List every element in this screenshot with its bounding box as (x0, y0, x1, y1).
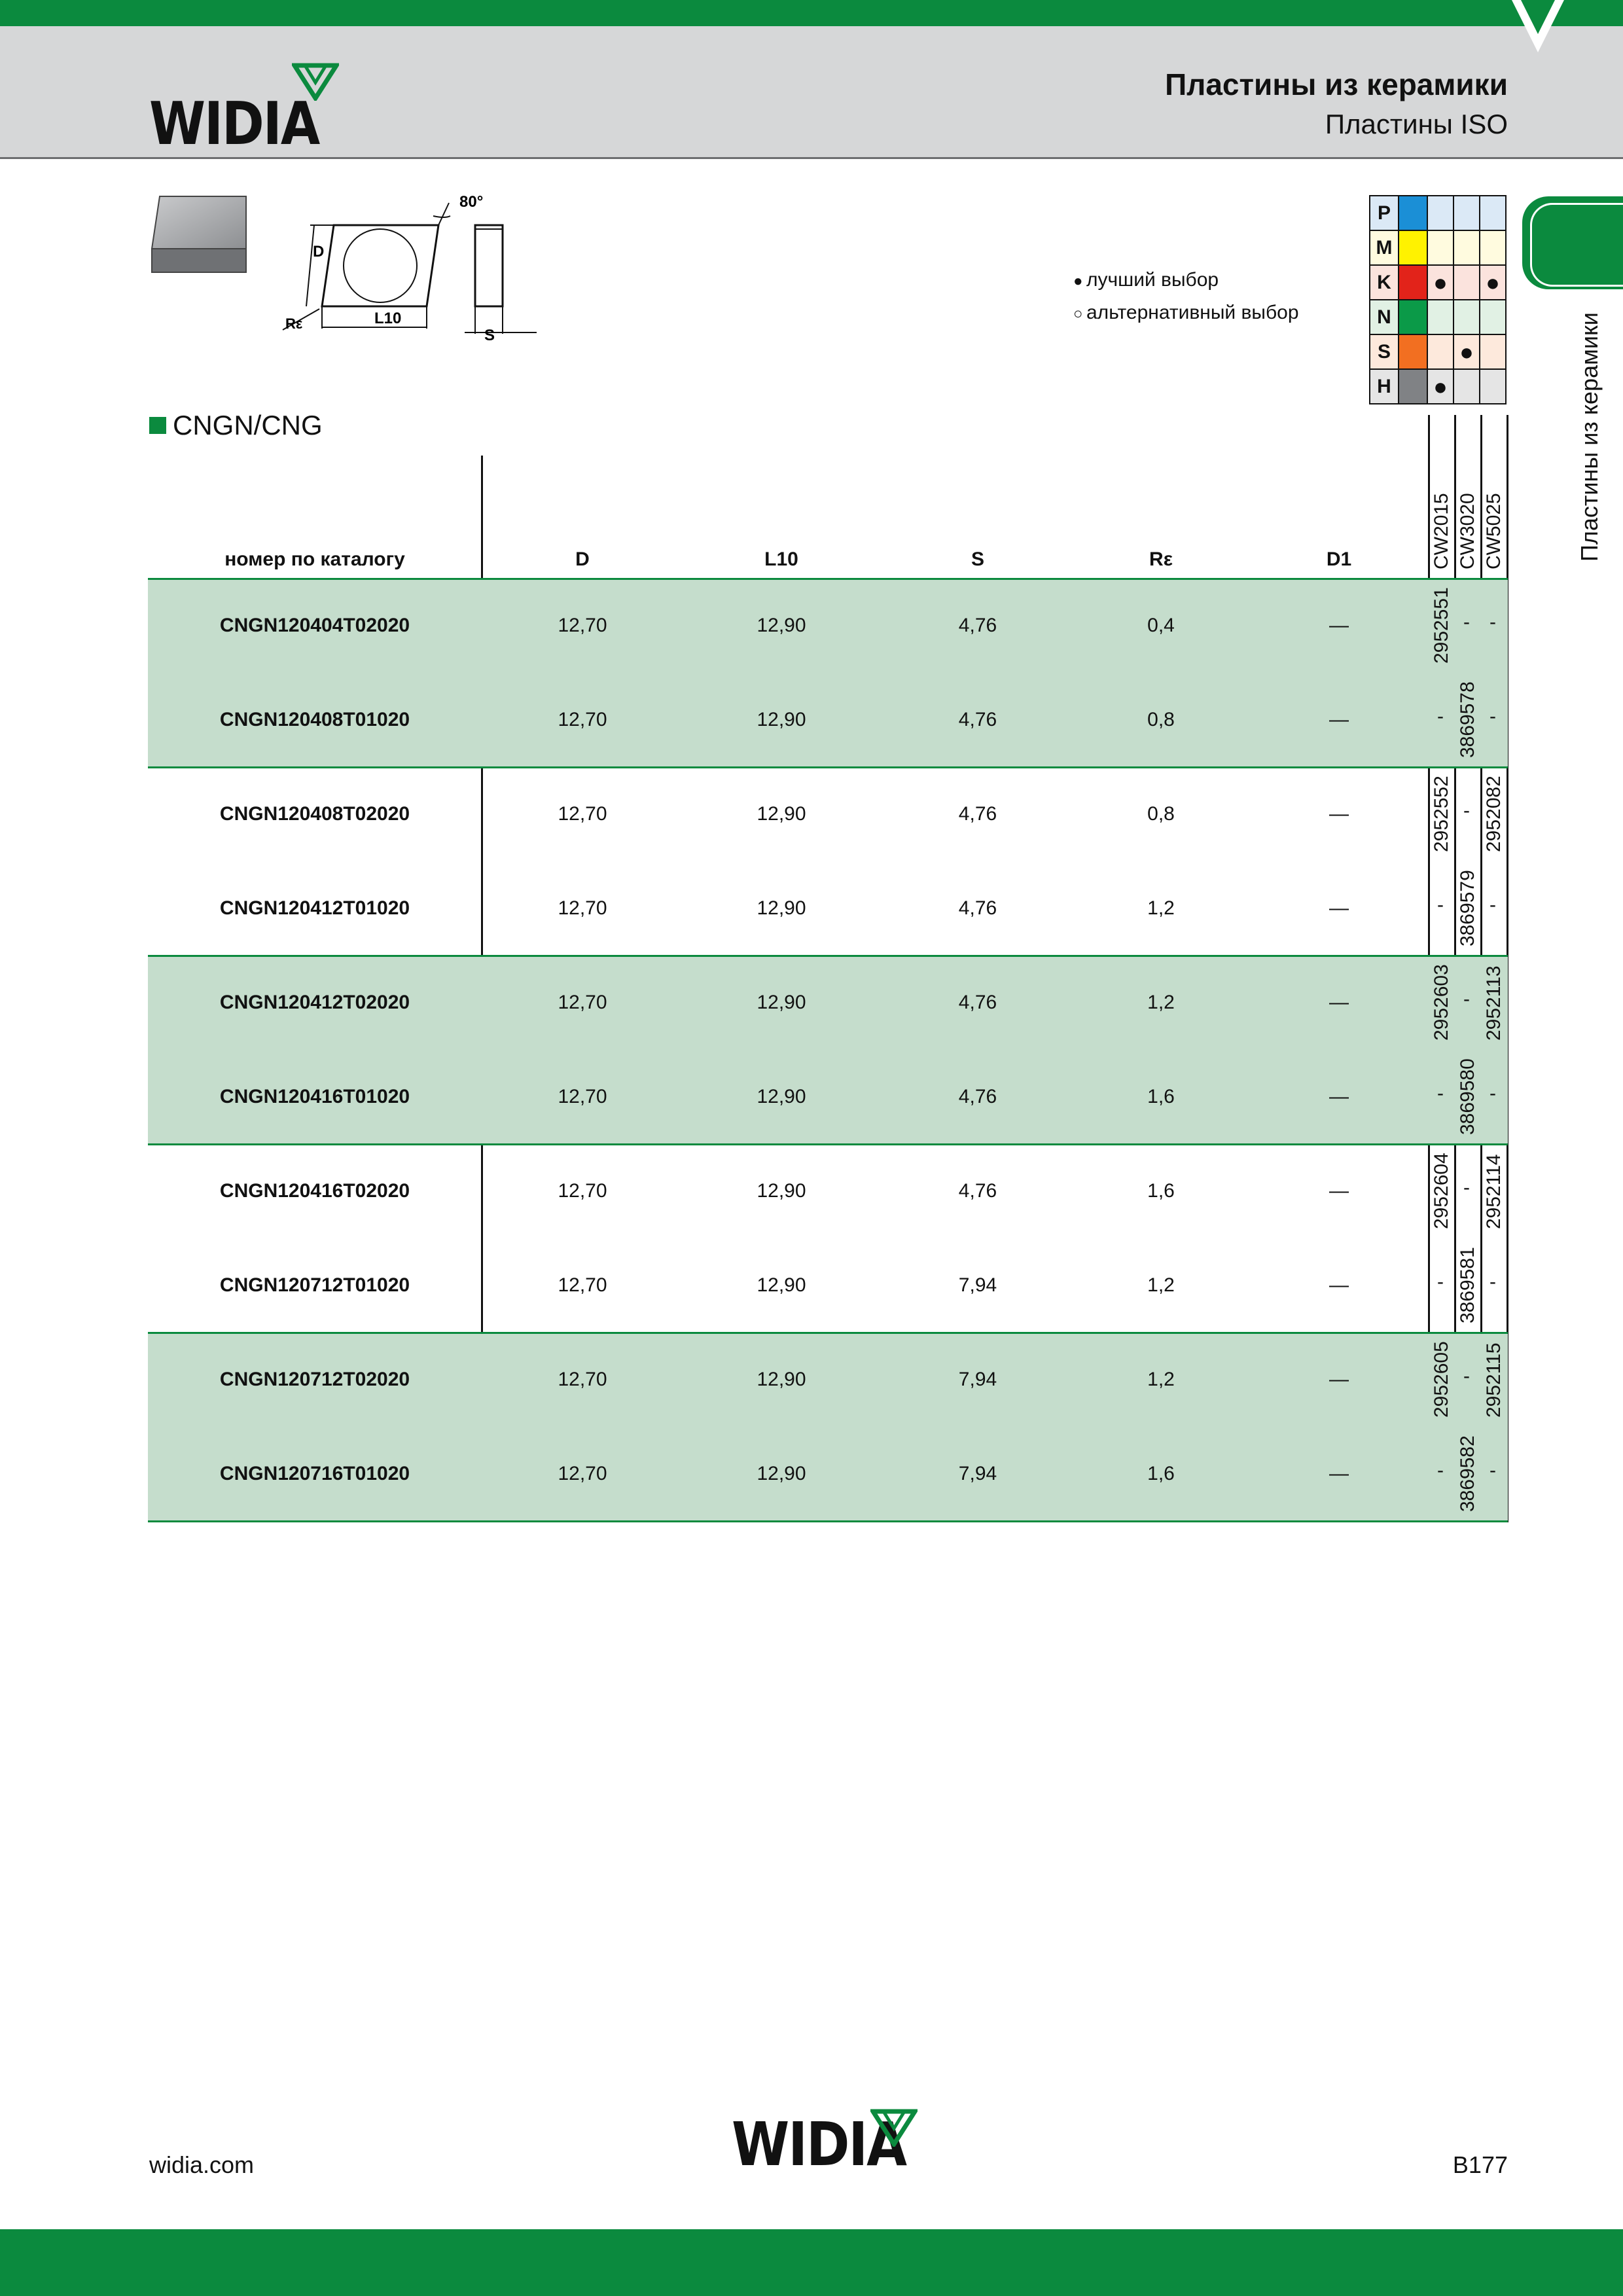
table-row (148, 767, 1508, 861)
cell-s: 4,76 (958, 897, 997, 919)
material-row-k (1370, 265, 1506, 300)
header-d1: D1 (1326, 548, 1352, 570)
grade-code-cell: - (1463, 611, 1470, 633)
header-re: Rε (1149, 548, 1173, 570)
material-grade-mark (1454, 300, 1480, 334)
cell-s: 7,94 (958, 1463, 997, 1484)
cell-d: 12,70 (558, 615, 607, 636)
row-group-divider (148, 1520, 1508, 1522)
material-grade-mark (1454, 196, 1480, 230)
cell-l10: 12,90 (757, 897, 806, 919)
cell-d1: — (1329, 1180, 1349, 1202)
side-tab (1522, 196, 1623, 289)
grade-code-cell: - (1489, 706, 1496, 727)
grade-code-cell: 2952082 (1483, 776, 1505, 852)
table-row (148, 1427, 1508, 1521)
row-group-divider (148, 1143, 1508, 1145)
grade-header-1: CW2015 (1431, 493, 1452, 569)
table-row (148, 861, 1508, 956)
header-s: S (971, 548, 984, 570)
cell-d1: — (1329, 709, 1349, 730)
grade-code-cell: - (1489, 611, 1496, 633)
cell-d: 12,70 (558, 1274, 607, 1296)
cell-d: 12,70 (558, 1463, 607, 1484)
grade-code-cell: 2952115 (1483, 1342, 1505, 1418)
cell-re: 1,2 (1147, 1369, 1175, 1390)
side-tab-label: Пластины из керамики (1576, 312, 1603, 562)
cell-l10: 12,90 (757, 803, 806, 825)
cell-catalog: CNGN120408T01020 (219, 709, 410, 730)
cell-s: 4,76 (958, 992, 997, 1013)
grade-code-cell: - (1437, 706, 1444, 727)
material-row-m (1370, 230, 1506, 265)
grade-code-cell: 2952552 (1431, 776, 1452, 852)
insert-dimension-diagram (281, 190, 543, 347)
cell-d1: — (1329, 1369, 1349, 1390)
cell-catalog: CNGN120712T02020 (219, 1369, 410, 1390)
section-square-icon (149, 417, 166, 434)
cell-d: 12,70 (558, 1369, 607, 1390)
cell-re: 1,6 (1147, 1086, 1175, 1107)
table-row (148, 1333, 1508, 1427)
grade-code-cell: - (1437, 894, 1444, 916)
material-grade-mark (1480, 369, 1506, 404)
grade-code-cell: - (1489, 1271, 1496, 1293)
insert-3d-image (149, 194, 247, 279)
cell-d1: — (1329, 897, 1349, 919)
footer-widia-logo: WIDIA (732, 2109, 906, 2179)
cell-l10: 12,90 (757, 1463, 806, 1484)
cell-re: 0,8 (1147, 803, 1175, 825)
cell-l10: 12,90 (757, 1180, 806, 1202)
cell-catalog: CNGN120712T01020 (219, 1274, 410, 1296)
row-group-divider (148, 766, 1508, 768)
cell-catalog: CNGN120412T01020 (219, 897, 410, 919)
cell-l10: 12,90 (757, 615, 806, 636)
table-row (148, 579, 1508, 673)
diagram-angle-label: 80° (459, 193, 484, 211)
header-catalog: номер по каталогу (224, 548, 405, 570)
cell-d1: — (1329, 1086, 1349, 1107)
material-letter: H (1370, 369, 1399, 404)
diagram-s-label: S (484, 327, 495, 344)
cell-s: 7,94 (958, 1274, 997, 1296)
cell-catalog: CNGN120416T02020 (219, 1180, 410, 1202)
cell-re: 0,4 (1147, 615, 1175, 636)
footer-website-link[interactable]: widia.com (149, 2151, 255, 2178)
table-row (148, 956, 1508, 1050)
cell-d: 12,70 (558, 897, 607, 919)
cell-s: 4,76 (958, 1180, 997, 1202)
cell-catalog: CNGN120404T02020 (219, 615, 410, 636)
cell-re: 1,6 (1147, 1463, 1175, 1484)
material-grade-mark (1427, 196, 1454, 230)
header-d: D (575, 548, 590, 570)
row-group-divider (148, 1332, 1508, 1334)
alt-choice-icon: ○ (1073, 305, 1083, 323)
cell-catalog: CNGN120716T01020 (219, 1463, 410, 1484)
section-title: CNGN/CNG (149, 410, 323, 441)
material-color-swatch (1399, 334, 1427, 369)
legend-best: ● лучший выбор (1073, 264, 1299, 297)
cell-s: 4,76 (958, 709, 997, 730)
material-grade-mark: ● (1480, 265, 1506, 300)
grade-code-cell: - (1489, 1460, 1496, 1481)
material-suitability-grid (1369, 195, 1507, 404)
material-color-swatch (1399, 369, 1427, 404)
cell-re: 1,2 (1147, 1274, 1175, 1296)
grade-code-cell: 2952114 (1483, 1154, 1505, 1229)
material-row-p (1370, 196, 1506, 230)
row-group-divider (148, 578, 1508, 580)
cell-s: 7,94 (958, 1369, 997, 1390)
grade-code-cell: - (1489, 1083, 1496, 1104)
grade-code-cell: 3869580 (1457, 1058, 1478, 1135)
grade-code-cell: 2952603 (1431, 964, 1452, 1041)
material-letter: M (1370, 230, 1399, 265)
cell-l10: 12,90 (757, 992, 806, 1013)
cell-s: 4,76 (958, 615, 997, 636)
header-title: Пластины из керамики (1165, 67, 1508, 101)
legend-alt: ○ альтернативный выбор (1073, 297, 1299, 330)
grade-code-cell: - (1437, 1460, 1444, 1481)
legend (1073, 264, 1299, 330)
material-grade-mark (1454, 265, 1480, 300)
grade-code-cell: 2952605 (1431, 1341, 1452, 1418)
grade-code-cell: - (1489, 894, 1496, 916)
header-l10: L10 (764, 548, 798, 570)
material-grade-mark: ● (1427, 265, 1454, 300)
cell-d1: — (1329, 1274, 1349, 1296)
material-grade-mark: ● (1454, 334, 1480, 369)
cell-re: 1,2 (1147, 897, 1175, 919)
grade-header-2: CW3020 (1457, 493, 1478, 569)
widia-triangle-icon (292, 63, 339, 101)
table-row (148, 1050, 1508, 1144)
row-group-divider (148, 955, 1508, 957)
table-row (148, 1238, 1508, 1333)
cell-d: 12,70 (558, 709, 607, 730)
cell-re: 1,2 (1147, 992, 1175, 1013)
header-notch-inner (1521, 0, 1555, 34)
cell-d: 12,70 (558, 1086, 607, 1107)
grade-code-cell: 3869581 (1457, 1247, 1478, 1323)
material-grade-mark (1480, 196, 1506, 230)
grade-code-cell: - (1463, 1365, 1470, 1387)
grade-code-cell: - (1437, 1271, 1444, 1293)
page-header (0, 26, 1623, 159)
cell-s: 4,76 (958, 803, 997, 825)
material-color-swatch (1399, 196, 1427, 230)
cell-d: 12,70 (558, 1180, 607, 1202)
header-subtitle: Пластины ISO (1325, 109, 1508, 139)
top-green-bar (0, 0, 1623, 26)
material-grade-mark (1480, 334, 1506, 369)
cell-d1: — (1329, 803, 1349, 825)
material-letter: P (1370, 196, 1399, 230)
grade-code-cell: - (1437, 1083, 1444, 1104)
cell-catalog: CNGN120416T01020 (219, 1086, 410, 1107)
grade-code-cell: - (1463, 988, 1470, 1010)
cell-d1: — (1329, 992, 1349, 1013)
diagram-d-label: D (313, 243, 325, 260)
material-row-s (1370, 334, 1506, 369)
grade-code-cell: 2952551 (1431, 587, 1452, 664)
material-letter: S (1370, 334, 1399, 369)
cell-catalog: CNGN120412T02020 (219, 992, 410, 1013)
material-row-h (1370, 369, 1506, 404)
grade-code-cell: 3869578 (1457, 681, 1478, 758)
grade-code-cell: 2952113 (1483, 965, 1505, 1041)
grade-code-cell: - (1463, 800, 1470, 821)
material-grade-mark (1427, 230, 1454, 265)
table-row (148, 1144, 1508, 1238)
material-grade-mark: ● (1427, 369, 1454, 404)
diagram-l10-label: L10 (374, 310, 402, 327)
cell-l10: 12,90 (757, 1086, 806, 1107)
cell-s: 4,76 (958, 1086, 997, 1107)
grade-code-cell: 3869582 (1457, 1435, 1478, 1512)
cell-d: 12,70 (558, 803, 607, 825)
page-number: B177 (1452, 2151, 1508, 2178)
table-row (148, 673, 1508, 767)
material-grade-mark (1454, 230, 1480, 265)
material-row-n (1370, 300, 1506, 334)
footer-widia-triangle-icon (870, 2109, 918, 2147)
material-color-swatch (1399, 265, 1427, 300)
cell-l10: 12,90 (757, 1369, 806, 1390)
material-grade-mark (1454, 369, 1480, 404)
grade-code-cell: 2952604 (1431, 1153, 1452, 1229)
grade-header-3: CW5025 (1483, 493, 1505, 569)
material-letter: N (1370, 300, 1399, 334)
material-grade-mark (1480, 300, 1506, 334)
grade-code-cell: 3869579 (1457, 870, 1478, 946)
material-letter: K (1370, 265, 1399, 300)
bottom-green-bar (0, 2229, 1623, 2296)
material-color-swatch (1399, 230, 1427, 265)
material-color-swatch (1399, 300, 1427, 334)
cell-d1: — (1329, 1463, 1349, 1484)
widia-logo: WIDIA (149, 90, 319, 158)
cell-d1: — (1329, 615, 1349, 636)
best-choice-icon: ● (1073, 272, 1083, 290)
cell-l10: 12,90 (757, 709, 806, 730)
cell-re: 0,8 (1147, 709, 1175, 730)
cell-catalog: CNGN120408T02020 (219, 803, 410, 825)
material-grade-mark (1480, 230, 1506, 265)
diagram-re-label: Rε (285, 315, 303, 332)
cell-d: 12,70 (558, 992, 607, 1013)
grade-code-cell: - (1463, 1177, 1470, 1198)
material-grade-mark (1427, 334, 1454, 369)
material-grade-mark (1427, 300, 1454, 334)
cell-re: 1,6 (1147, 1180, 1175, 1202)
cell-l10: 12,90 (757, 1274, 806, 1296)
